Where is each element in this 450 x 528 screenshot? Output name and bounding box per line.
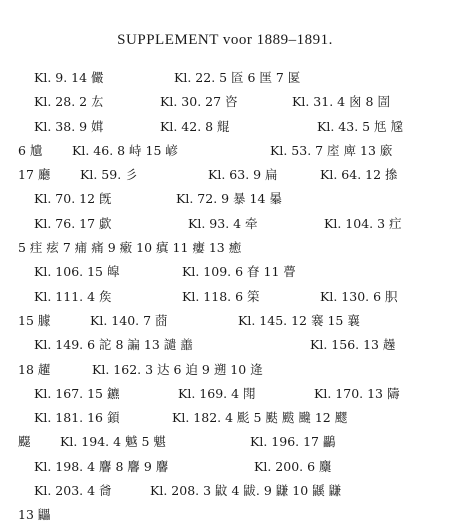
index-entry: Kl. 182. 4 颩 5 颫 颰 颹 12 飂 <box>172 410 348 426</box>
index-entry: Kl. 53. 7 庢 庳 13 廞 <box>270 142 393 158</box>
index-entry: 18 趯 <box>18 361 51 377</box>
index-line <box>0 90 450 114</box>
index-entry: Kl. 22. 5 匼 6 匩 7 匽 <box>174 70 301 85</box>
index-entry: 15 臄 <box>18 312 51 328</box>
index-entry: Kl. 31. 4 囪 8 圁 <box>292 94 390 110</box>
index-entry: Kl. 93. 4 牵 <box>188 215 258 231</box>
index-entry: Kl. 28. 2 厷 <box>34 94 104 110</box>
index-line <box>0 115 450 139</box>
index-line <box>0 66 450 90</box>
index-entry: 13 鼺 <box>18 507 51 523</box>
index-entry: Kl. 162. 3 达 6 迫 9 遡 10 逄 <box>92 361 263 377</box>
index-line <box>0 260 450 284</box>
index-line <box>0 358 450 382</box>
index-entry: Kl. 42. 8 尡 <box>160 118 230 134</box>
index-entry: Kl. 200. 6 麜 <box>254 458 332 474</box>
index-entry: 5 疰 痃 7 痡 痛 9 瘷 10 瘨 11 瘻 13 癒 <box>18 240 242 256</box>
index-entry: Kl. 76. 17 歔 <box>34 215 112 231</box>
index-entry: Kl. 43. 5 尪 尮 <box>317 118 404 134</box>
index-entry: Kl. 46. 8 峙 15 嵃 <box>72 142 178 158</box>
index-line <box>0 333 450 357</box>
index-line <box>0 309 450 333</box>
index-entry: Kl. 149. 6 詑 8 諞 13 譴 譱 <box>34 337 193 353</box>
index-entry: Kl. 170. 13 隯 <box>314 385 400 401</box>
index-entry: Kl. 169. 4 閗 <box>178 385 256 401</box>
index-line <box>0 212 450 236</box>
index-entry: Kl. 104. 3 疘 <box>324 215 402 231</box>
index-entry: Kl. 70. 12 旣 <box>34 191 112 207</box>
supplement-index <box>0 66 450 528</box>
index-entry: Kl. 167. 15 鑣 <box>34 385 120 401</box>
index-line <box>0 479 450 503</box>
index-line <box>0 406 450 430</box>
index-entry: Kl. 111. 4 矦 <box>34 288 112 304</box>
index-entry: Kl. 63. 9 扁 <box>208 167 278 183</box>
index-entry: Kl. 38. 9 媶 <box>34 118 104 134</box>
index-entry: Kl. 203. 4 㸗 <box>34 483 112 499</box>
index-entry: Kl. 196. 17 鸓 <box>250 434 336 450</box>
page-title: SUPPLEMENT voor 1889–1891. <box>117 32 333 48</box>
index-entry: Kl. 198. 4 麘 8 麘 9 麘 <box>34 458 169 474</box>
index-entry: Kl. 30. 27 咨 <box>160 94 238 110</box>
index-entry: Kl. 72. 9 暴 14 曓 <box>176 191 282 207</box>
index-entry: Kl. 208. 3 鼤 4 鼥. 9 鼸 10 鼷 鼸 <box>150 483 342 499</box>
index-line <box>0 163 450 187</box>
index-line <box>0 139 450 163</box>
index-entry: Kl. 181. 16 顉 <box>34 410 120 426</box>
index-line <box>0 285 450 309</box>
index-entry: Kl. 140. 7 莔 <box>90 312 168 328</box>
index-entry: Kl. 194. 4 魆 5 魌 <box>60 434 166 450</box>
index-entry: Kl. 118. 6 筞 <box>182 288 260 304</box>
index-line <box>0 236 450 260</box>
index-entry: 飋 <box>18 434 31 450</box>
index-line <box>0 455 450 479</box>
index-line <box>0 382 450 406</box>
index-entry: Kl. 64. 12 撡 <box>320 167 398 183</box>
index-line <box>0 187 450 211</box>
index-entry: 17 廳 <box>18 167 51 183</box>
index-entry: Kl. 109. 6 眘 11 瞢 <box>182 264 296 280</box>
index-entry: Kl. 130. 6 胑 <box>320 288 398 304</box>
index-entry: Kl. 59. 彡 <box>80 167 138 183</box>
index-entry: Kl. 106. 15 皡 <box>34 264 120 280</box>
index-entry: Kl. 145. 12 褰 15 襄 <box>238 312 360 328</box>
index-entry: Kl. 156. 13 趮 <box>310 337 396 353</box>
index-line <box>0 430 450 454</box>
index-entry: 6 尵 <box>18 142 43 158</box>
index-entry: Kl. 9. 14 儼 <box>34 70 104 85</box>
